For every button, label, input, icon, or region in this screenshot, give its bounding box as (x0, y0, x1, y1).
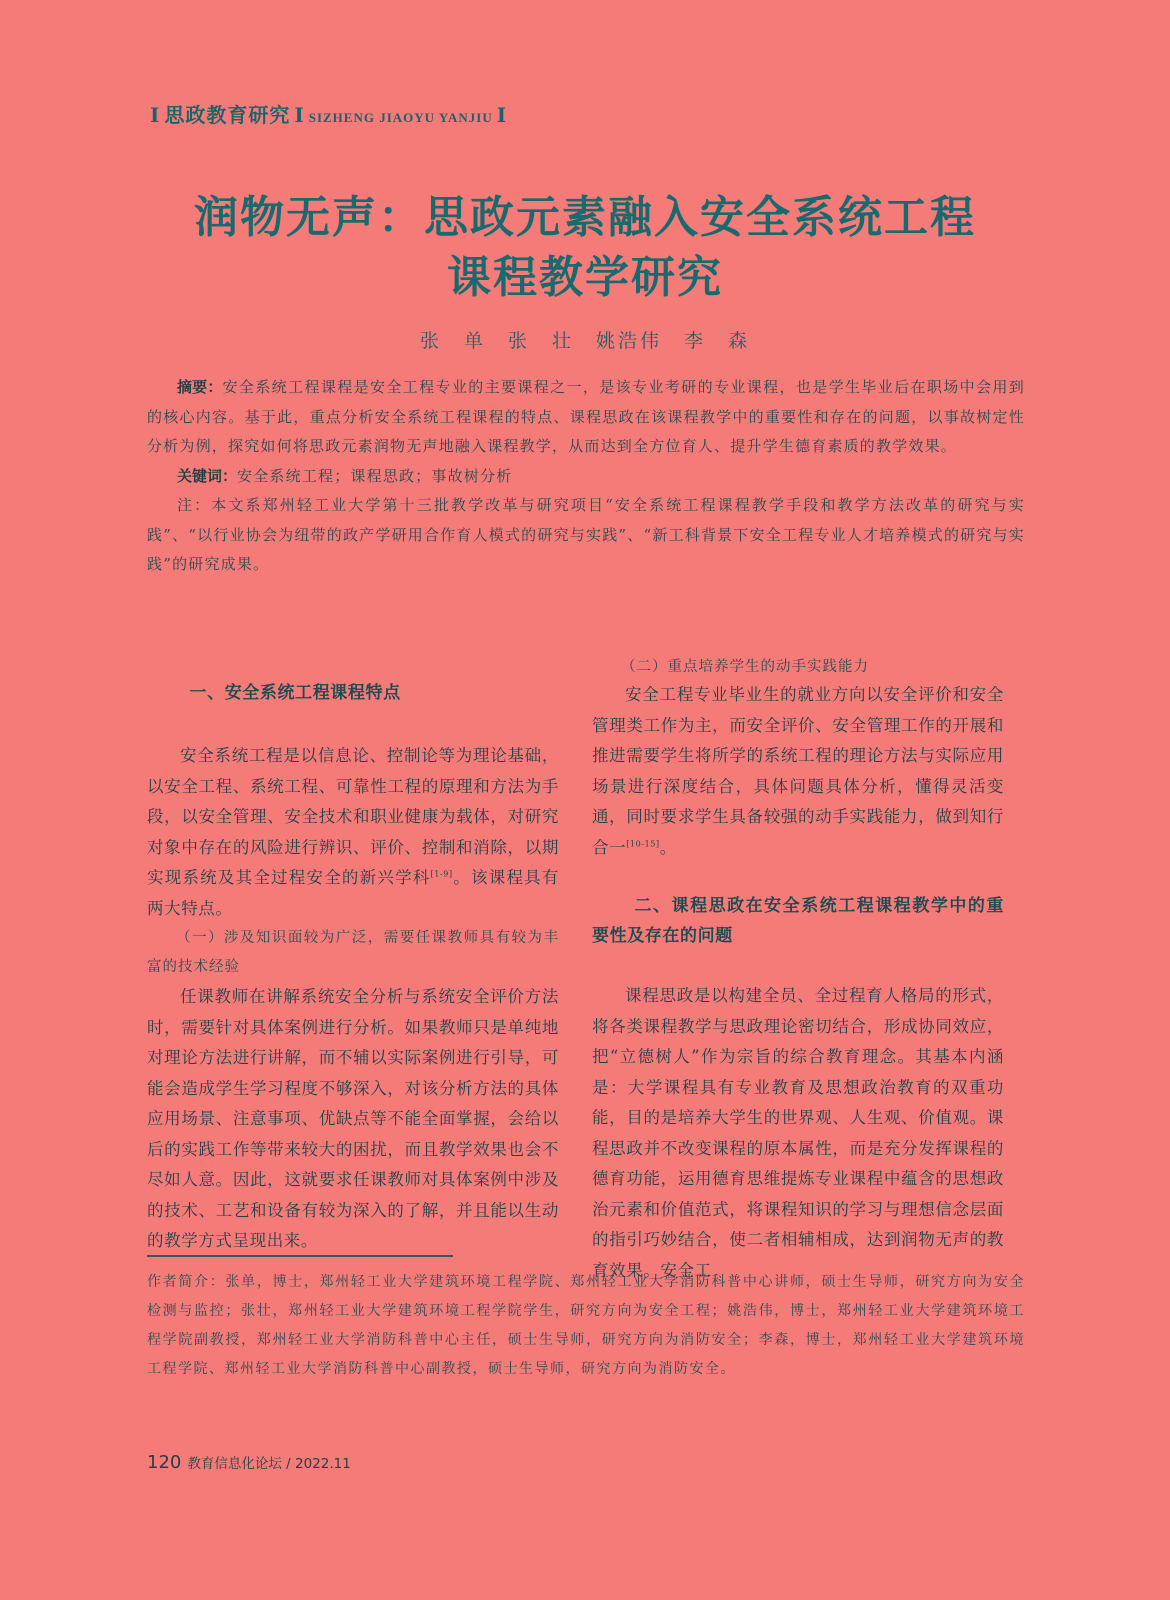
para3-tail: 。 (659, 837, 677, 857)
abstract-text: 安全系统工程课程是安全工程专业的主要课程之一，是该专业考研的专业课程，也是学生毕业后在职场中会用到的核心内容。基于此，重点分析安全系统工程课程的特点、课程思政在该课程教学中的重要性和存在的问题，以事故树定性分析为例，探究如何将思政元素润物无声地融入课程教学，从而达到全方位育人、提升学生德育素质的教学效果。 (147, 378, 1025, 455)
journal-info: 教育信息化论坛 / 2022.11 (187, 1456, 351, 1472)
header-column-en: SIZHENG JIAOYU YANJIU (308, 110, 493, 125)
keywords-text: 安全系统工程；课程思政；事故树分析 (237, 466, 513, 485)
section-1-title: 一、安全系统工程课程特点 (189, 683, 401, 703)
page-number: 120 (147, 1452, 182, 1473)
body-paragraph-1 (147, 741, 559, 924)
title-line-1: 润物无声：思政元素融入安全系统工程 (194, 192, 976, 243)
para1-tail: 。该课程具有两大特点。 (147, 868, 559, 918)
body-paragraph-2: 任课教师在讲解系统安全分析与系统安全评价方法时，需要针对具体案例进行分析。如果教师只是单纯地对理论方法进行讲解，而不辅以实际案例进行引导，可能会造成学生学习程度不够深入，对该分析方法的具体应用场景、注意事项、优缺点等不能全面掌握，会给以后的实践工作等带来较大的困扰，而且教学效果也会不尽如人意。因此，这就要求任课教师对具体案例中涉及的技术、工艺和设备有较为深入的了解，并且能以生动的教学方式呈现出来。 (147, 987, 559, 1250)
funding-note: 注：本文系郑州轻工业大学第十三批教学改革与研究项目“安全系统工程课程教学手段和教学方法改革的研究与实践”、“以行业协会为纽带的政产学研用合作育人模式的研究与实践”、“新工科背景下安全工程专业人才培养模式的研究与实践”的研究成果。 (147, 496, 1025, 573)
abstract-paragraph (147, 373, 1025, 462)
header-bar-right: Ⅰ (496, 103, 508, 127)
subsection-2-title: （二）重点培养学生的动手实践能力 (621, 659, 869, 675)
running-header (146, 99, 511, 128)
page-footer (147, 1452, 351, 1473)
header-column-cn: 思政教育研究 (164, 103, 291, 127)
para3-text: 安全工程专业毕业生的就业方向以安全评价和安全管理类工作为主，而安全评价、安全管理工作的开展和推进需要学生将所学的系统工程的理论方法与实际应用场景进行深度结合，具体问题具体分析，懂得灵活变通，同时要求学生具备较强的动手实践能力，做到知行合一 (592, 685, 1004, 857)
para1-text: 安全系统工程是以信息论、控制论等为理论基础，以安全工程、系统工程、可靠性工程的原理和方法为手段，以安全管理、安全技术和职业健康为载体，对研究对象中存在的风险进行辨识、评价、控制和消除，以期实现系统及其全过程安全的新兴学科 (147, 746, 559, 887)
body-paragraph-4: 课程思政是以构建全员、全过程育人格局的形式，将各类课程教学与思政理论密切结合，形成协同效应，把“立德树人”作为宗旨的综合教育理念。其基本内涵是：大学课程具有专业教育及思想政治教育的双重功能，目的是培养大学生的世界观、人生观、价值观。课程思政并不改变课程的原本属性，而是充分发挥课程的德育功能，运用德育思维提炼专业课程中蕴含的思想政治元素和价值范式，将课程知识的学习与理想信念层面的指引巧妙结合，使二者相辅相成，达到润物无声的教育效果。安全工 (592, 986, 1004, 1280)
right-column (592, 654, 1004, 1286)
author-bio: 作者简介：张单，博士，郑州轻工业大学建筑环境工程学院、郑州轻工业大学消防科普中心讲师，硕士生导师，研究方向为安全检测与监控；张壮，郑州轻工业大学建筑环境工程学院学生，研究方向为安全工程；姚浩伟，博士，郑州轻工业大学建筑环境工程学院副教授，郑州轻工业大学消防科普中心主任，硕士生导师，研究方向为消防安全；李森，博士，郑州轻工业大学建筑环境工程学院、郑州轻工业大学消防科普中心副教授，硕士生导师，研究方向为消防安全。 (147, 1274, 1025, 1377)
title-line-2: 课程教学研究 (447, 252, 723, 303)
body-paragraph-3 (592, 680, 1004, 863)
subsection-1-title: （一）涉及知识面较为广泛，需要任课教师具有较为丰富的技术经验 (147, 930, 559, 975)
abstract-block (147, 373, 1025, 580)
authors: 张 单 张 壮 姚浩伟 李 森 (419, 330, 750, 352)
abstract-label: 摘要： (177, 378, 223, 396)
section-2-title: 二、课程思政在安全系统工程课程教学中的重要性及存在的问题 (592, 896, 1004, 946)
left-column (147, 678, 559, 1257)
article-title (0, 188, 1170, 308)
footnote-divider (147, 1255, 453, 1257)
citation-10-15: [10-15] (626, 839, 660, 848)
header-bar-left: Ⅰ (150, 103, 161, 127)
keywords-label: 关键词： (177, 466, 238, 485)
keywords-paragraph (147, 462, 1025, 492)
header-bar-mid: Ⅰ (294, 103, 305, 127)
citation-1-9: [1-9] (430, 869, 453, 879)
